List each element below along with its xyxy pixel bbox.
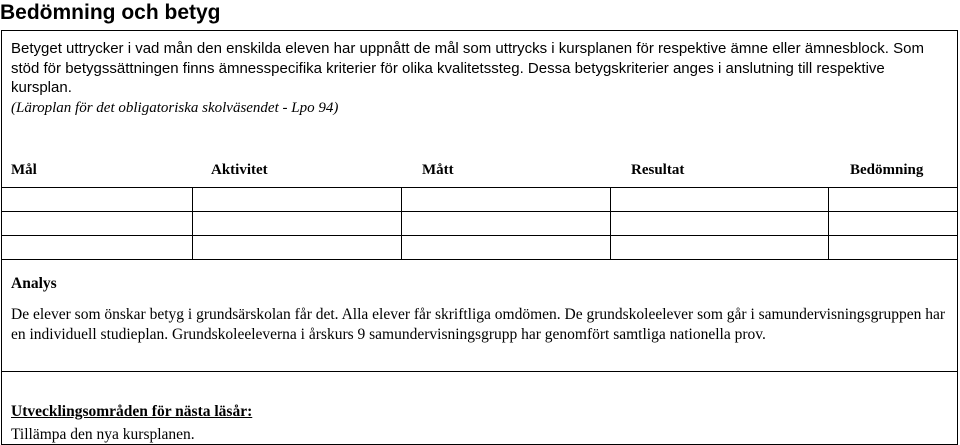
header-resultat: Resultat (631, 162, 685, 178)
page-title: Bedömning och betyg (0, 1, 221, 24)
section-divider (2, 371, 957, 372)
header-mal: Mål (11, 162, 37, 178)
grid-column-divider (192, 187, 193, 260)
intro-line-1: Betyget uttrycker i vad mån den enskilda eleven har uppnått de mål som uttrycks i kursplanen för respektive ämne eller ämnesblock. (11, 40, 889, 57)
grid-line (2, 211, 957, 212)
intro-paragraph (11, 39, 946, 118)
header-matt: Mått (422, 162, 454, 178)
grid-column-divider (610, 187, 611, 260)
table-header-row (2, 162, 957, 182)
grid-column-divider (401, 187, 402, 260)
header-aktivitet: Aktivitet (211, 162, 268, 178)
analys-heading: Analys (11, 275, 57, 292)
intro-line-2: Som stöd för betygssättningen finns ämnesspecifika kriterier för olika kvalitetssteg. Dessa betygskriterier anges i anslutning till respektive kursplan. (11, 40, 924, 96)
grid-line (2, 259, 957, 260)
assessment-box (1, 30, 958, 445)
assessment-table-grid (2, 187, 957, 260)
grid-column-divider (828, 187, 829, 260)
grid-line (2, 187, 957, 188)
analys-text: De elever som önskar betyg i grundsärskolan får det. Alla elever får skriftliga omdömen. De grundskoleelever som går i samundervisningsgruppen har en individuell studieplan. Grundskoleeleverna i årskurs 9 samundervisningsgrupp har genomfört samtliga nationella prov. (11, 306, 946, 343)
grid-line (2, 235, 957, 236)
header-bedomning: Bedömning (850, 162, 924, 178)
utvecklingsomraden-text: Tillämpa den nya kursplanen. (11, 426, 195, 443)
utvecklingsomraden-heading: Utvecklingsområden för nästa läsår: (11, 403, 253, 420)
curriculum-reference: (Läroplan för det obligatoriska skolväsendet - Lpo 94) (11, 99, 339, 116)
